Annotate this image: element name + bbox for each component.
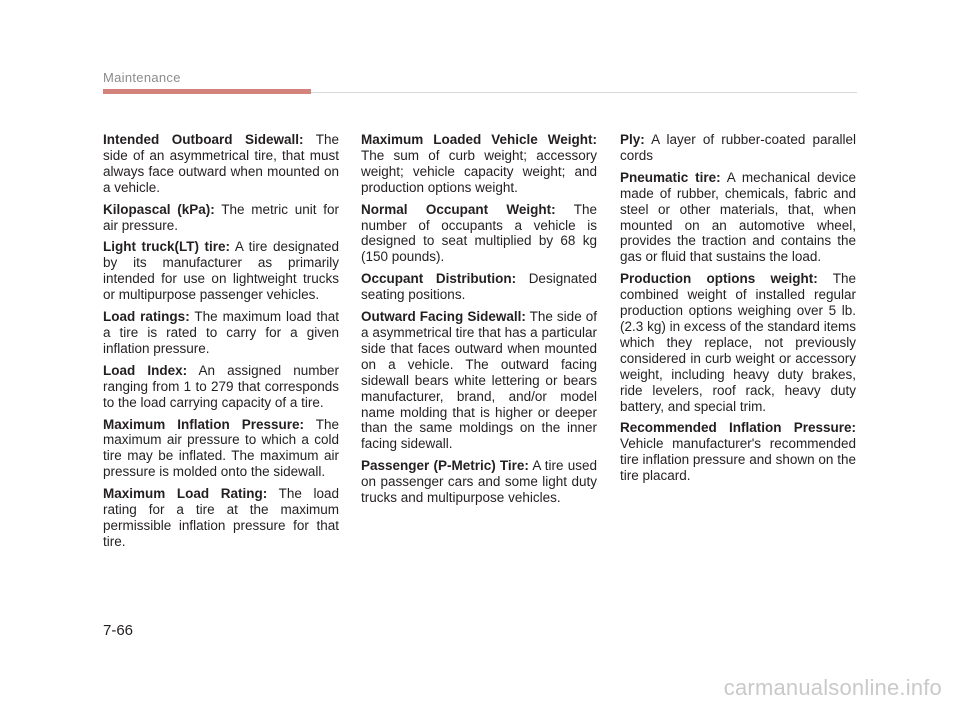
header-accent-bar (103, 89, 311, 94)
glossary-entry (103, 132, 339, 196)
glossary-entry (620, 170, 856, 265)
entry-term: Outward Facing Sidewall: (361, 309, 526, 325)
entry-term: Recommended Inflation Pressure: (620, 420, 856, 436)
entry-definition: Designated seating positions. (361, 271, 597, 303)
entry-term: Maximum Load Rating: (103, 486, 268, 502)
entry-definition: A tire used on passenger cars and some light duty trucks and multipurpose vehicles. (361, 458, 597, 506)
entry-term: Passenger (P-Metric) Tire: (361, 458, 529, 474)
glossary-entry (620, 132, 856, 164)
entry-term: Load ratings: (103, 309, 190, 325)
entry-term: Maximum Inflation Pressure: (103, 416, 304, 432)
column-2 (361, 132, 597, 512)
glossary-entry (103, 417, 339, 481)
entry-definition: The maximum load that a tire is rated to carry for a given inflation pressure. (103, 309, 339, 356)
entry-definition: The side of a asymmetrical tire that has a particular side that faces outward when mounted on a vehicle. The outward facing sidewall bears white lettering or bears manufacturer, brand, and/or model name molding that is higher or deeper than the same moldings on the inner facing sidewall. (361, 309, 597, 452)
entry-term: Maximum Loaded Vehicle Weight: (361, 132, 597, 147)
entry-term: Load Index: (103, 362, 188, 378)
entry-definition: The number of occupants a vehicle is designed to seat multiplied by 68 kg (150 pounds). (361, 201, 597, 265)
watermark: carmanualsonline.info (723, 675, 942, 700)
glossary-entry (103, 486, 339, 550)
page-number: 7-66 (103, 622, 134, 639)
glossary-entry (103, 363, 339, 411)
glossary-entry (620, 420, 856, 484)
glossary-entry (361, 309, 597, 452)
glossary-entry (361, 202, 597, 266)
section-label: Maintenance (103, 70, 181, 85)
entry-definition: The load rating for a tire at the maximum permissible inflation pressure for that tire. (103, 486, 339, 549)
entry-definition: The combined weight of installed regular production options weighing over 5 lb.(2.3 kg) in excess of the standard items which they replace, not previously considered in curb weight or accessory weight, including heavy duty brakes, ride levelers, roof rack, heavy duty battery, and special trim. (620, 271, 856, 414)
header-divider (311, 92, 857, 93)
entry-definition: The side of an asymmetrical tire, that must always face outward when mounted on a vehicle. (103, 132, 339, 195)
entry-definition: A tire designated by its manufacturer as primarily intended for use on lightweight trucks or multipurpose passenger vehicles. (103, 239, 339, 303)
entry-definition: A layer of rubber-coated parallel cords (620, 132, 856, 163)
glossary-entry (361, 132, 597, 196)
entry-term: Pneumatic tire: (620, 169, 721, 185)
entry-definition: Vehicle manufacturer's recommended tire inflation pressure and shown on the tire placard. (620, 436, 856, 484)
entry-definition: The maximum air pressure to which a cold tire may be inflated. The maximum air pressure is molded onto the sidewall. (103, 416, 339, 480)
column-3 (620, 132, 856, 490)
glossary-entry (620, 271, 856, 414)
glossary-entry (361, 271, 597, 303)
entry-term: Kilopascal (kPa): (103, 201, 215, 217)
entry-term: Occupant Distribution: (361, 271, 517, 287)
column-1 (103, 132, 339, 556)
glossary-entry (103, 309, 339, 357)
entry-definition: The sum of curb weight; accessory weight; vehicle capacity weight; and production options weight. (361, 147, 597, 195)
entry-term: Intended Outboard Sidewall: (103, 132, 304, 147)
entry-definition: A mechanical device made of rubber, chemicals, fabric and steel or other materials, that, when mounted on an automotive wheel, provides the traction and contains the gas or fluid that sustains the load. (620, 169, 856, 265)
entry-term: Normal Occupant Weight: (361, 201, 556, 217)
entry-term: Ply: (620, 132, 645, 147)
entry-term: Light truck(LT) tire: (103, 239, 231, 255)
glossary-entry (103, 239, 339, 303)
glossary-entry (361, 458, 597, 506)
glossary-entry (103, 202, 339, 234)
entry-term: Production options weight: (620, 271, 818, 287)
entry-definition: An assigned number ranging from 1 to 279 that corresponds to the load carrying capacity of a tire. (103, 362, 339, 410)
entry-definition: The metric unit for air pressure. (103, 201, 339, 233)
